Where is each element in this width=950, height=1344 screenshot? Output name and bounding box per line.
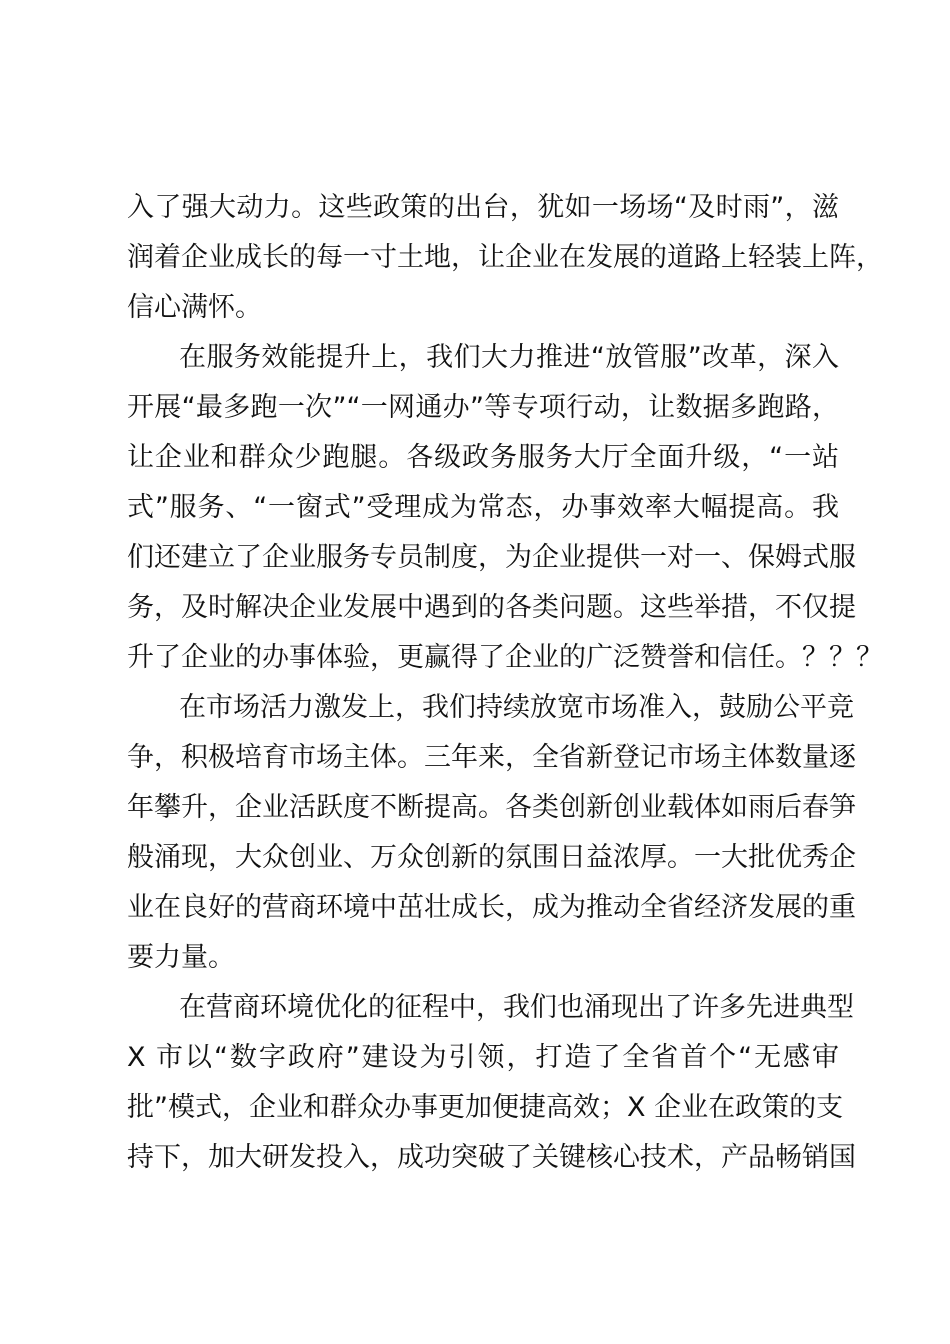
text-line: 们还建立了企业服务专员制度，为企业提供一对一、保姆式服	[127, 542, 856, 573]
text-line: 在市场活力激发上，我们持续放宽市场准入，鼓励公平竞	[179, 692, 854, 723]
text-line: 要力量。	[127, 942, 235, 973]
text-line: 持下，加大研发投入，成功突破了关键核心技术，产品畅销国	[127, 1142, 856, 1173]
text-line: 业在良好的营商环境中茁壮成长，成为推动全省经济发展的重	[127, 892, 856, 923]
paragraph-2	[127, 333, 883, 683]
paragraph-1	[127, 183, 883, 333]
text-line: 信心满怀。	[127, 292, 262, 323]
text-line: 在服务效能提升上，我们大力推进“放管服”改革，深入	[179, 342, 839, 373]
text-line: 升了企业的办事体验，更赢得了企业的广泛赞誉和信任。？？？	[127, 642, 883, 673]
text-line: 让企业和群众少跑腿。各级政务服务大厅全面升级，“一站	[127, 442, 839, 473]
text-line: X 市以“数字政府”建设为引领，打造了全省首个“无感审	[127, 1042, 839, 1073]
paragraph-3	[127, 683, 856, 983]
text-line: 争，积极培育市场主体。三年来，全省新登记市场主体数量逐	[127, 742, 856, 773]
paragraph-4	[127, 983, 856, 1183]
text-line: 入了强大动力。这些政策的出台，犹如一场场“及时雨”，滋	[127, 192, 839, 223]
text-line: 式”服务、“一窗式”受理成为常态，办事效率大幅提高。我	[127, 492, 839, 523]
text-line: 在营商环境优化的征程中，我们也涌现出了许多先进典型	[179, 992, 854, 1023]
text-line: 润着企业成长的每一寸土地，让企业在发展的道路上轻装上阵，	[127, 242, 883, 273]
document-body	[127, 183, 883, 1183]
text-line: 务，及时解决企业发展中遇到的各类问题。这些举措，不仅提	[127, 592, 856, 623]
text-line: 批”模式，企业和群众办事更加便捷高效；X 企业在政策的支	[127, 1092, 844, 1123]
text-line: 般涌现，大众创业、万众创新的氛围日益浓厚。一大批优秀企	[127, 842, 856, 873]
text-line: 开展“最多跑一次”“一网通办”等专项行动，让数据多跑路，	[127, 392, 839, 423]
text-line: 年攀升，企业活跃度不断提高。各类创新创业载体如雨后春笋	[127, 792, 856, 823]
